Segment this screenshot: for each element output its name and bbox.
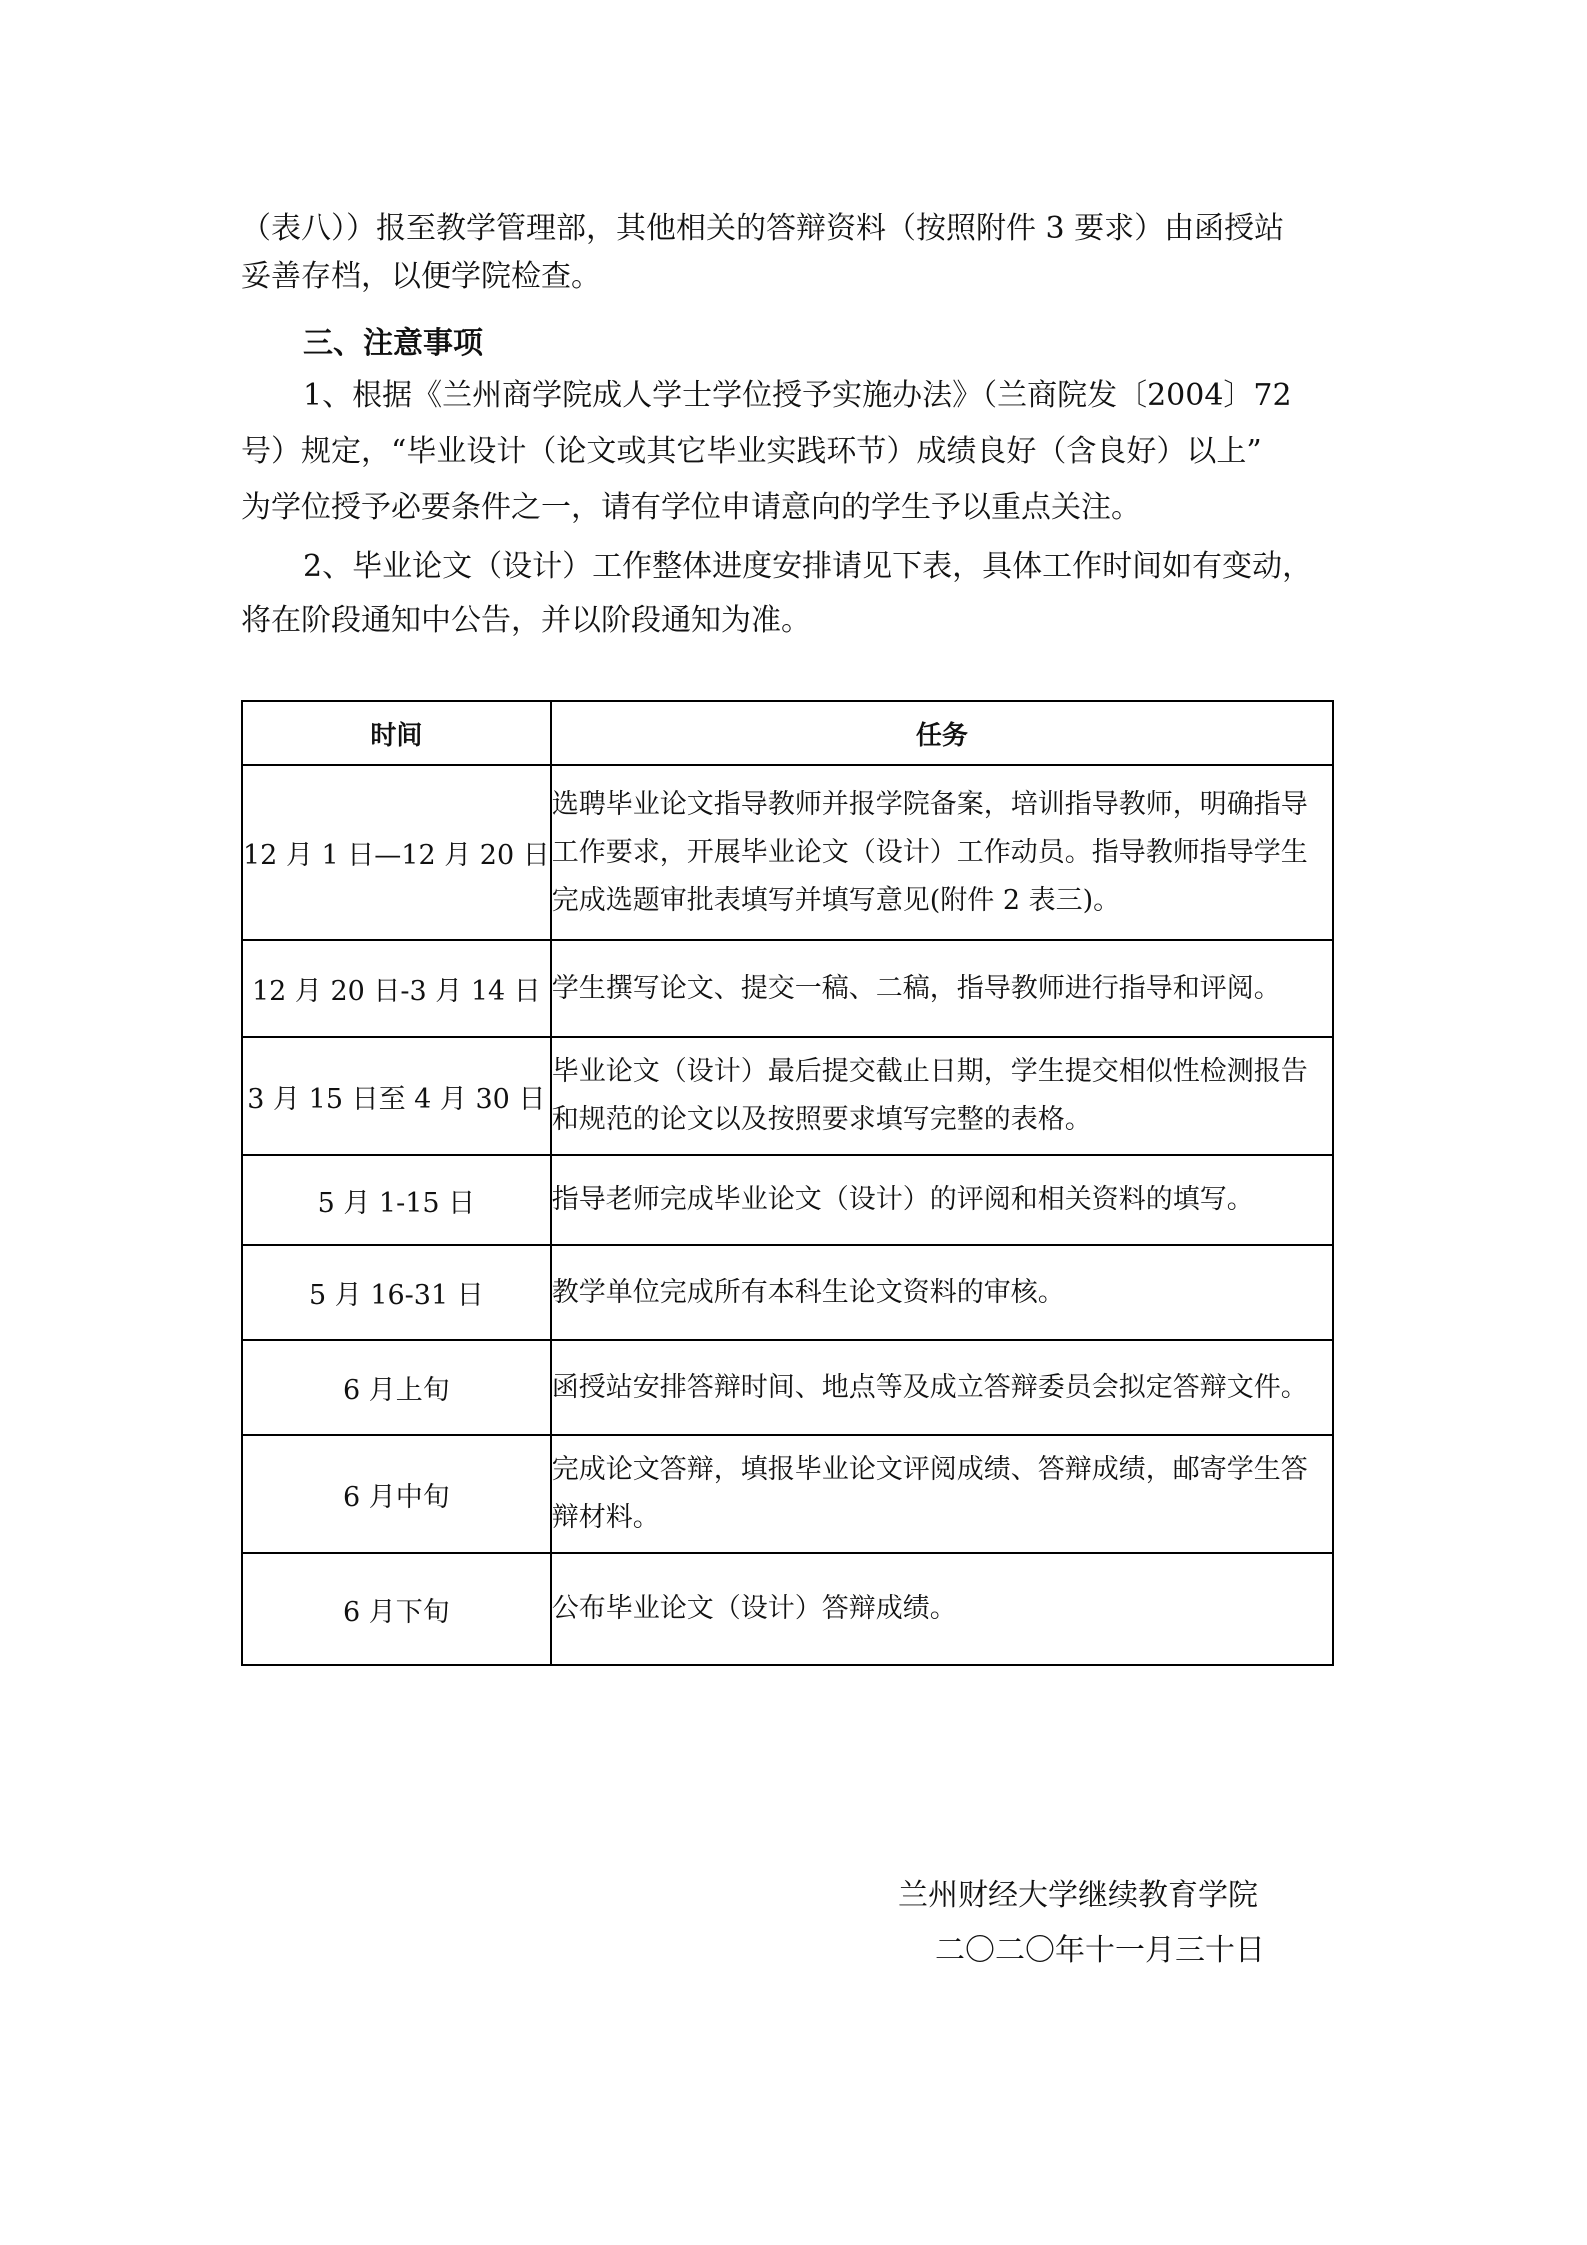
table-header-row [242,701,1333,765]
table-row [242,940,1333,1037]
note-item-2 [241,543,1351,645]
text-line: （表八））报至教学管理部，其他相关的答辩资料（按照附件 3 要求）由函授站 [241,211,1285,246]
cell-task: 完成论文答辩，填报毕业论文评阅成绩、答辩成绩，邮寄学生答辩材料。 [551,1435,1333,1553]
text-line: 1、根据《兰州商学院成人学士学位授予实施办法》（兰商院发〔2004〕72 [303,378,1292,413]
cell-task: 选聘毕业论文指导教师并报学院备案，培训指导教师，明确指导工作要求，开展毕业论文（设计）工作动员。指导教师指导学生完成选题审批表填写并填写意见(附件 2 表三)。 [551,765,1333,940]
table-row [242,1553,1333,1665]
signature-organization: 兰州财经大学继续教育学院 [898,1878,1258,1913]
table-row [242,1340,1333,1435]
cell-task: 毕业论文（设计）最后提交截止日期，学生提交相似性检测报告和规范的论文以及按照要求填写完整的表格。 [551,1037,1333,1155]
cell-time: 6 月中旬 [242,1435,551,1553]
cell-task: 指导老师完成毕业论文（设计）的评阅和相关资料的填写。 [551,1155,1333,1245]
cell-task: 学生撰写论文、提交一稿、二稿，指导教师进行指导和评阅。 [551,940,1333,1037]
text-line: 为学位授予必要条件之一，请有学位申请意向的学生予以重点关注。 [241,490,1141,525]
table-row [242,765,1333,940]
section-heading: 三、注意事项 [303,326,483,361]
header-task: 任务 [551,701,1333,765]
cell-task: 公布毕业论文（设计）答辩成绩。 [551,1553,1333,1665]
cell-task: 教学单位完成所有本科生论文资料的审核。 [551,1245,1333,1340]
cell-time: 6 月下旬 [242,1553,551,1665]
table-row [242,1155,1333,1245]
text-line: 将在阶段通知中公告，并以阶段通知为准。 [241,603,811,638]
cell-task: 函授站安排答辩时间、地点等及成立答辩委员会拟定答辩文件。 [551,1340,1333,1435]
cell-time: 12 月 20 日-3 月 14 日 [242,940,551,1037]
cell-time: 6 月上旬 [242,1340,551,1435]
intro-paragraph [241,205,1351,301]
text-line: 号）规定，“毕业设计（论文或其它毕业实践环节）成绩良好（含良好）以上” [241,434,1262,469]
table-row [242,1245,1333,1340]
note-item-1 [241,372,1351,532]
cell-time: 12 月 1 日—12 月 20 日 [242,765,551,940]
table-row [242,1435,1333,1553]
table-row [242,1037,1333,1155]
cell-time: 3 月 15 日至 4 月 30 日 [242,1037,551,1155]
text-line: 2、毕业论文（设计）工作整体进度安排请见下表，具体工作时间如有变动， [303,549,1313,584]
signature-date: 二〇二〇年十一月三十日 [935,1933,1265,1968]
cell-time: 5 月 1-15 日 [242,1155,551,1245]
schedule-table [241,700,1334,1666]
header-time: 时间 [242,701,551,765]
cell-time: 5 月 16-31 日 [242,1245,551,1340]
text-line: 妥善存档，以便学院检查。 [241,259,601,294]
